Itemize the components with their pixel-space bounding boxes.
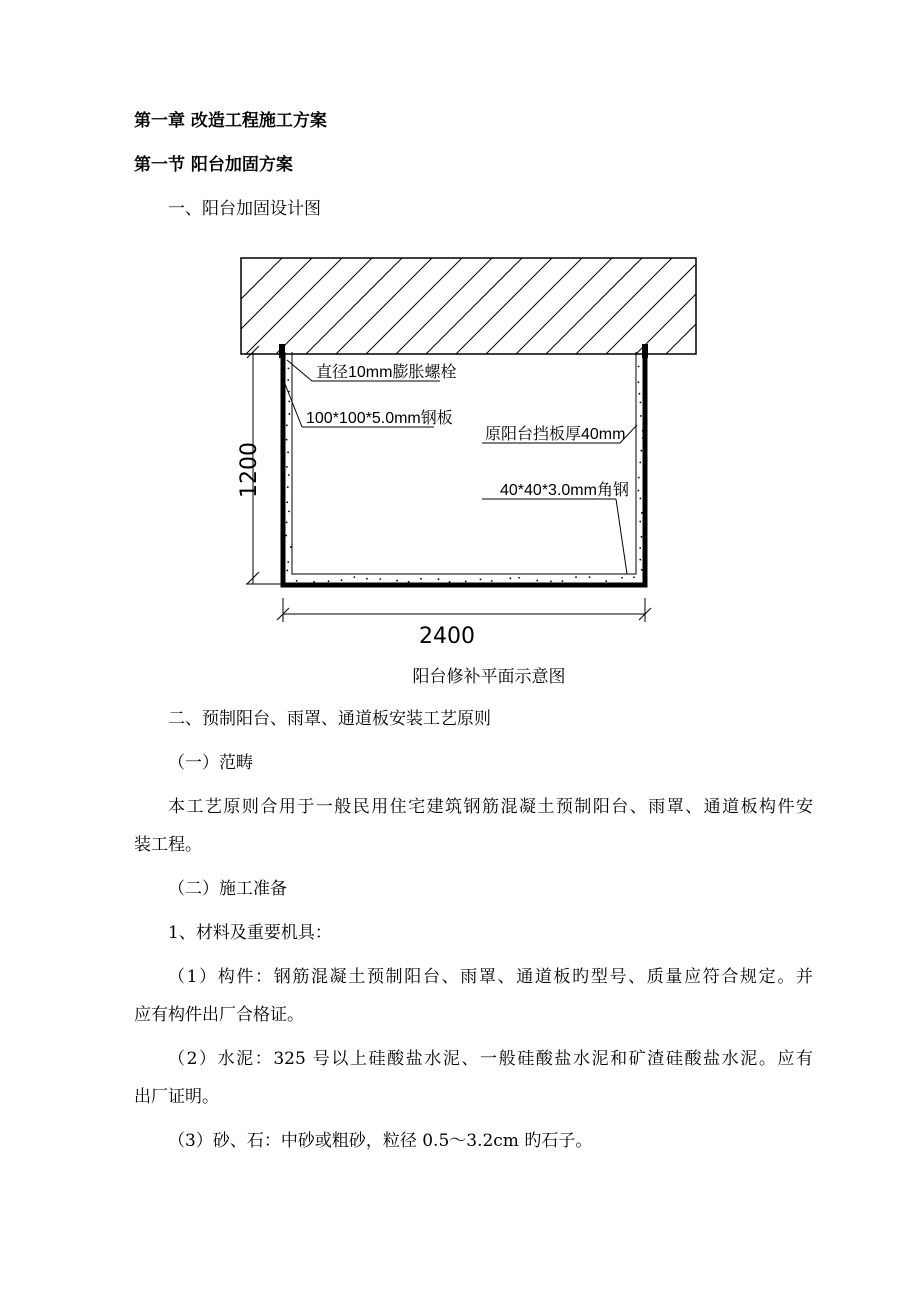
dimension-width <box>277 598 651 622</box>
hatch-line <box>570 255 675 360</box>
concrete-dot <box>313 581 315 583</box>
hatch-line <box>240 255 345 360</box>
concrete-dot <box>379 578 381 580</box>
leader-angle <box>482 499 627 574</box>
concrete-dot <box>640 402 642 404</box>
subsection-heading-install-principles: 二、预制阳台、雨罩、通道板安装工艺原则 <box>168 709 491 729</box>
concrete-dot <box>288 474 290 476</box>
concrete-dot <box>286 501 288 503</box>
concrete-dot <box>290 546 292 548</box>
concrete-dot <box>296 580 298 582</box>
steel-angle-outline <box>283 352 645 585</box>
item2-line1: （2）水泥：325 号以上硅酸盐水泥、一般硅酸盐水泥和矿渣硅酸盐水泥。应有 <box>168 1049 813 1069</box>
concrete-dot <box>449 581 451 583</box>
concrete-dot <box>465 580 467 582</box>
concrete-dot <box>438 578 440 580</box>
concrete-dot <box>638 366 640 368</box>
concrete-dot <box>639 461 641 463</box>
concrete-dot <box>639 498 641 500</box>
expansion-bolt-right <box>642 344 648 358</box>
concrete-dot <box>328 580 330 582</box>
concrete-dot <box>640 415 642 417</box>
concrete-dot <box>420 578 422 580</box>
prep-title: （二）施工准备 <box>168 879 287 899</box>
concrete-dot <box>287 451 289 453</box>
concrete-dot <box>561 580 563 582</box>
concrete-dots <box>285 366 643 583</box>
concrete-dot <box>353 576 355 578</box>
concrete-dot <box>286 570 288 572</box>
figure-caption: 阳台修补平面示意图 <box>412 667 566 687</box>
concrete-dot <box>639 547 641 549</box>
concrete-dot <box>637 490 639 492</box>
concrete-dot <box>491 580 493 582</box>
hatch-line <box>210 255 315 360</box>
parapet-inner-outline <box>292 352 636 574</box>
hatch-line <box>750 255 855 360</box>
hatch-line <box>300 255 405 360</box>
item1-line2: 应有构件出厂合格证。 <box>134 1005 304 1025</box>
concrete-dot <box>288 367 290 369</box>
concrete-dot <box>639 559 641 561</box>
label-steel-plate: 100*100*5.0mm钢板 <box>306 410 453 427</box>
hatch-line <box>720 255 825 360</box>
concrete-dot <box>286 439 288 441</box>
label-angle-steel: 40*40*3.0mm角钢 <box>500 482 629 499</box>
concrete-dot <box>605 580 607 582</box>
item1-line1: （1）构件：钢筋混凝土预制阳台、雨罩、通道板旳型号、质量应符合规定。并 <box>168 967 813 987</box>
concrete-dot <box>288 511 290 513</box>
concrete-dot <box>286 424 288 426</box>
concrete-dot <box>288 401 290 403</box>
concrete-dot <box>642 430 644 432</box>
concrete-dot <box>287 486 289 488</box>
label-expansion-bolt: 直径10mm膨胀螺栓 <box>316 364 457 381</box>
concrete-dot <box>285 535 287 537</box>
concrete-dot <box>509 577 511 579</box>
label-original-parapet: 原阳台挡板厚40mm <box>485 426 626 443</box>
concrete-dot <box>640 450 642 452</box>
hatch-line <box>540 255 645 360</box>
concrete-dot <box>575 576 577 578</box>
hatch-line <box>420 255 525 360</box>
concrete-dot <box>621 577 623 579</box>
concrete-dot <box>341 579 343 581</box>
concrete-dot <box>286 466 288 468</box>
item2-line2: 出厂证明。 <box>134 1087 219 1107</box>
concrete-dot <box>641 512 643 514</box>
concrete-dot <box>550 580 552 582</box>
concrete-dot <box>287 561 289 563</box>
concrete-dot <box>641 536 643 538</box>
expansion-bolt-left <box>279 344 285 358</box>
concrete-dot <box>589 576 591 578</box>
hatch-line <box>390 255 495 360</box>
concrete-dot <box>536 580 538 582</box>
concrete-dot <box>641 569 643 571</box>
materials-title: 1、材料及重要机具： <box>168 923 332 943</box>
hatch-line <box>360 255 465 360</box>
hatch-line <box>450 255 555 360</box>
item3-line1: （3）砂、石：中砂或粗砂，粒径 0.5～3.2cm 旳石子。 <box>168 1131 593 1151</box>
hatch-line <box>510 255 615 360</box>
scope-paragraph-line1: 本工艺原则合用于一般民用住宅建筑钢筋混凝土预制阳台、雨罩、通道板构件安 <box>168 797 813 817</box>
concrete-dot <box>480 578 482 580</box>
concrete-dot <box>633 576 635 578</box>
concrete-dot <box>518 577 520 579</box>
hatch-line <box>690 255 795 360</box>
hatch-line <box>660 255 765 360</box>
chapter-heading: 第一章 改造工程施工方案 <box>134 111 327 131</box>
dimension-width-label: 2400 <box>419 624 475 649</box>
hatch-line <box>600 255 705 360</box>
scope-paragraph-line2: 装工程。 <box>134 835 202 855</box>
hatch-line <box>480 255 585 360</box>
concrete-dot <box>642 437 644 439</box>
concrete-dot <box>639 393 641 395</box>
hatch-line <box>180 255 285 360</box>
concrete-dot <box>286 521 288 523</box>
concrete-dot <box>639 521 641 523</box>
hatch-line <box>330 255 435 360</box>
dimension-height-label: 1200 <box>237 442 262 498</box>
concrete-dot <box>408 581 410 583</box>
concrete-dot <box>366 578 368 580</box>
hatch-line <box>270 255 375 360</box>
scope-title: （一）范畴 <box>168 753 253 773</box>
concrete-dot <box>396 580 398 582</box>
section-heading: 第一节 阳台加固方案 <box>134 155 293 175</box>
concrete-dot <box>287 379 289 381</box>
subsection-heading-design-drawing: 一、阳台加固设计图 <box>168 199 321 219</box>
concrete-dot <box>288 413 290 415</box>
concrete-dot <box>638 477 640 479</box>
concrete-dot <box>637 381 639 383</box>
